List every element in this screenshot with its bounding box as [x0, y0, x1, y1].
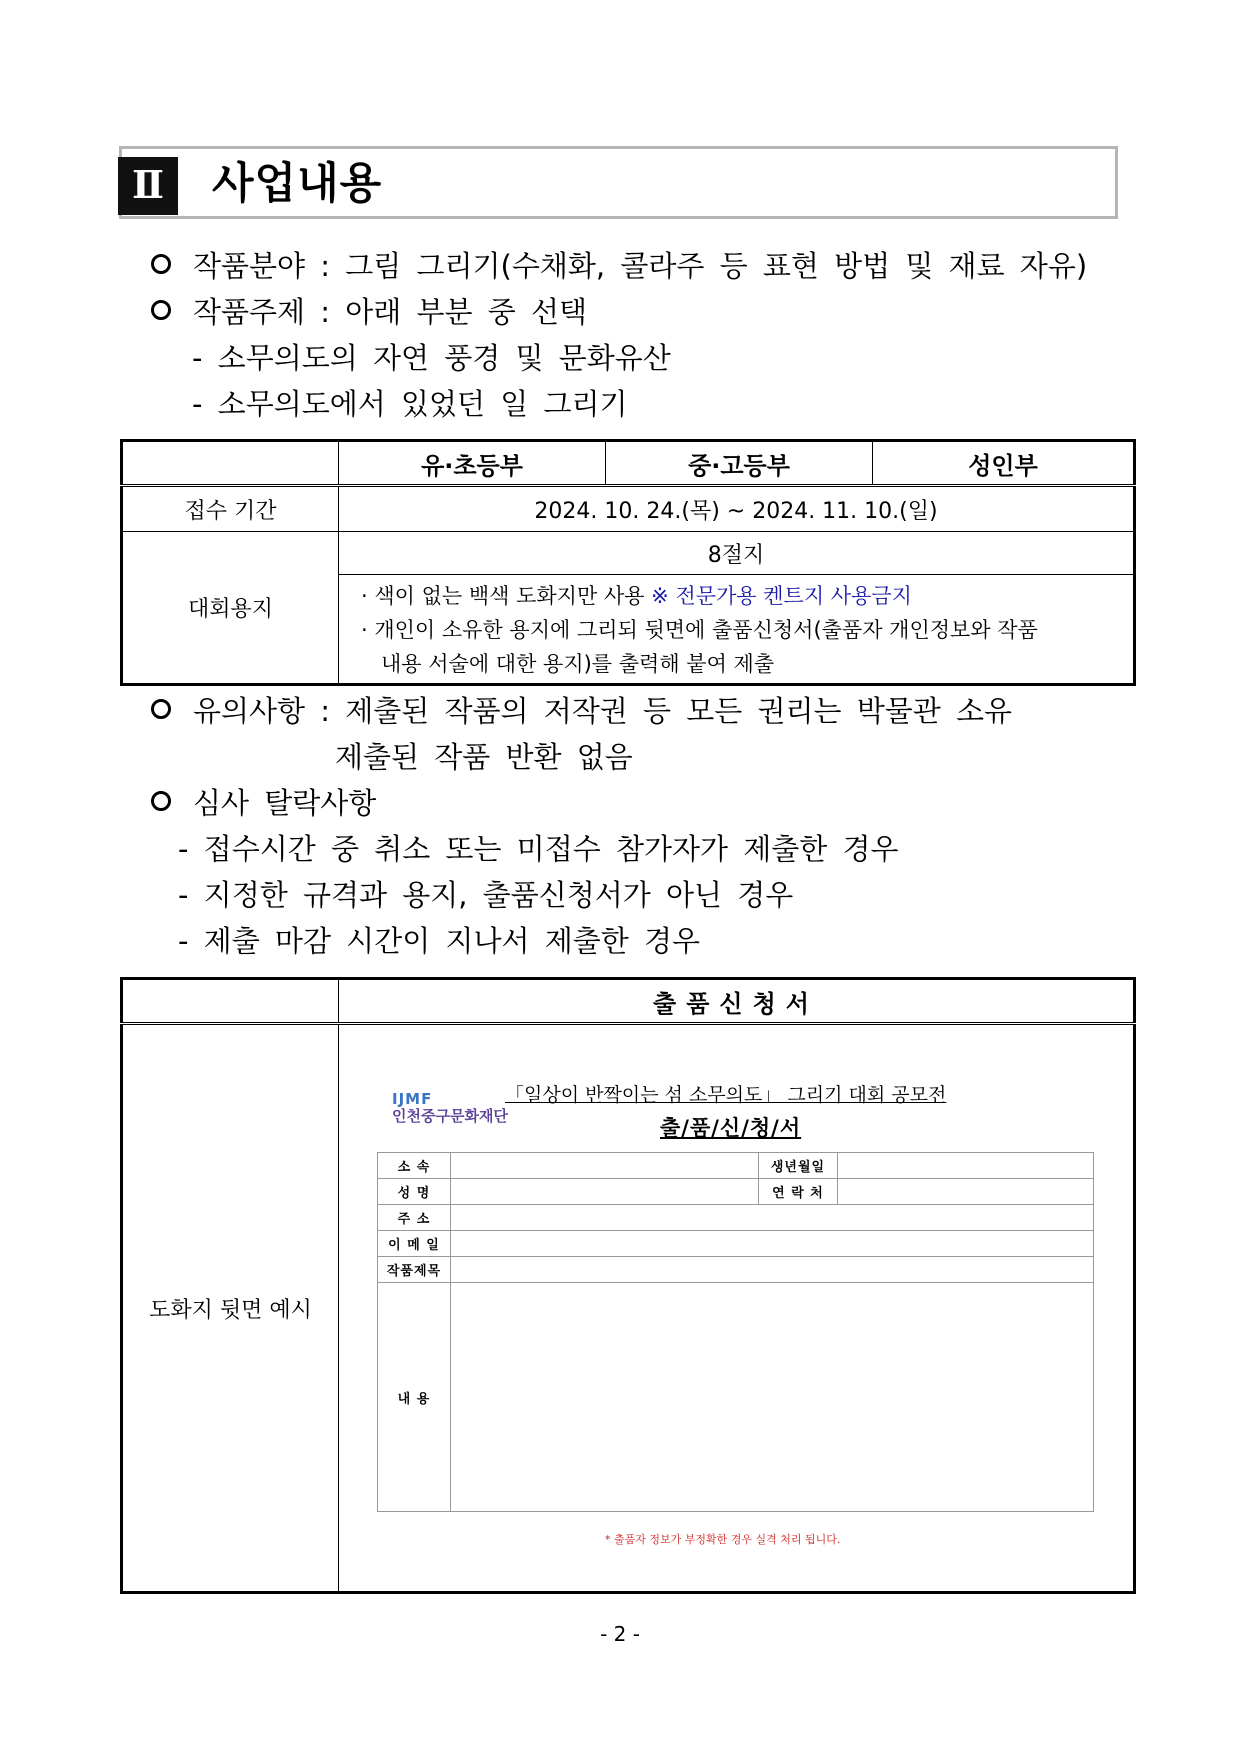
field-birth-label: 생년월일 — [759, 1153, 838, 1179]
table-header-adult: 성인부 — [873, 441, 1135, 486]
table-header-middle-high: 중·고등부 — [606, 441, 873, 486]
field-affiliation-value — [451, 1153, 759, 1179]
field-contact-label: 연 락 처 — [759, 1179, 838, 1205]
field-address-label: 주 소 — [378, 1205, 451, 1231]
field-title-label: 작품제목 — [378, 1257, 451, 1283]
t2-header: 출품신청서 — [339, 979, 1135, 1024]
paper-note-1: · 색이 없는 백색 도화지만 사용 — [361, 584, 645, 608]
paper-notes — [339, 575, 1135, 685]
field-title-value — [451, 1257, 1094, 1283]
bullet-field: 작품분야 : 그림 그리기(수채화, 콜라주 등 표현 방법 및 재료 자유) — [151, 246, 1087, 286]
contest-info-table — [120, 439, 1136, 686]
page-number: - 2 - — [600, 1622, 640, 1646]
circle-bullet-icon — [151, 300, 171, 320]
field-birth-value — [838, 1153, 1094, 1179]
field-content-value — [451, 1283, 1094, 1512]
circle-bullet-icon — [151, 791, 171, 811]
field-name-label: 성 명 — [378, 1179, 451, 1205]
section-title: 사업내용 — [212, 159, 383, 209]
paper-note-2b: 내용 서술에 대한 용지)를 출력해 붙여 제출 — [381, 652, 775, 676]
table-header-elementary: 유·초등부 — [339, 441, 606, 486]
paper-label: 대회용지 — [122, 532, 339, 685]
paper-note-warning: ※ 전문가용 켄트지 사용금지 — [651, 584, 912, 608]
section-number: Ⅱ — [118, 157, 178, 215]
t2-row-label: 도화지 뒷면 예시 — [122, 1024, 339, 1593]
form-title: 「일상이 반짝이는 섬 소무의도」 그리기 대회 공모전 — [505, 1084, 947, 1106]
disq-item: - 접수시간 중 취소 또는 미접수 참가자가 제출한 경우 — [178, 832, 899, 866]
period-label: 접수 기간 — [122, 486, 339, 532]
disq-item: - 제출 마감 시간이 지나서 제출한 경우 — [178, 924, 700, 958]
field-contact-value — [838, 1179, 1094, 1205]
bullet-notes: 유의사항 : 제출된 작품의 저작권 등 모든 권리는 박물관 소유 — [151, 691, 1012, 731]
field-address-value — [451, 1205, 1094, 1231]
logo-mark: IJMF — [392, 1090, 433, 1108]
theme-item: - 소무의도에서 있었던 일 그리기 — [192, 387, 628, 421]
paper-size: 8절지 — [339, 532, 1135, 575]
field-email-label: 이 메 일 — [378, 1231, 451, 1257]
disq-item: - 지정한 규격과 용지, 출품신청서가 아닌 경우 — [178, 878, 794, 912]
paper-note-2a: · 개인이 소유한 용지에 그리되 뒷면에 출품신청서(출품자 개인정보와 작품 — [361, 618, 1038, 642]
table-header-empty — [122, 441, 339, 486]
field-email-value — [451, 1231, 1094, 1257]
theme-item: - 소무의도의 자연 풍경 및 문화유산 — [192, 341, 671, 375]
form-fields-table — [377, 1152, 1094, 1512]
bullet-disqualification: 심사 탈락사항 — [151, 783, 376, 823]
logo-text: 인천중구문화재단 — [392, 1107, 508, 1125]
form-warning: * 출품자 정보가 부정확한 경우 실격 처리 됩니다. — [605, 1533, 841, 1546]
bullet-theme: 작품주제 : 아래 부분 중 선택 — [151, 292, 587, 332]
t2-header-empty — [122, 979, 339, 1024]
notes-continued: 제출된 작품 반환 없음 — [335, 740, 633, 774]
circle-bullet-icon — [151, 254, 171, 274]
circle-bullet-icon — [151, 699, 171, 719]
form-subtitle: 출/품/신/청/서 — [660, 1116, 802, 1140]
field-affiliation-label: 소 속 — [378, 1153, 451, 1179]
period-value: 2024. 10. 24.(목) ~ 2024. 11. 10.(일) — [339, 486, 1135, 532]
field-name-value — [451, 1179, 759, 1205]
field-content-label: 내 용 — [378, 1283, 451, 1512]
foundation-logo — [392, 1090, 508, 1126]
